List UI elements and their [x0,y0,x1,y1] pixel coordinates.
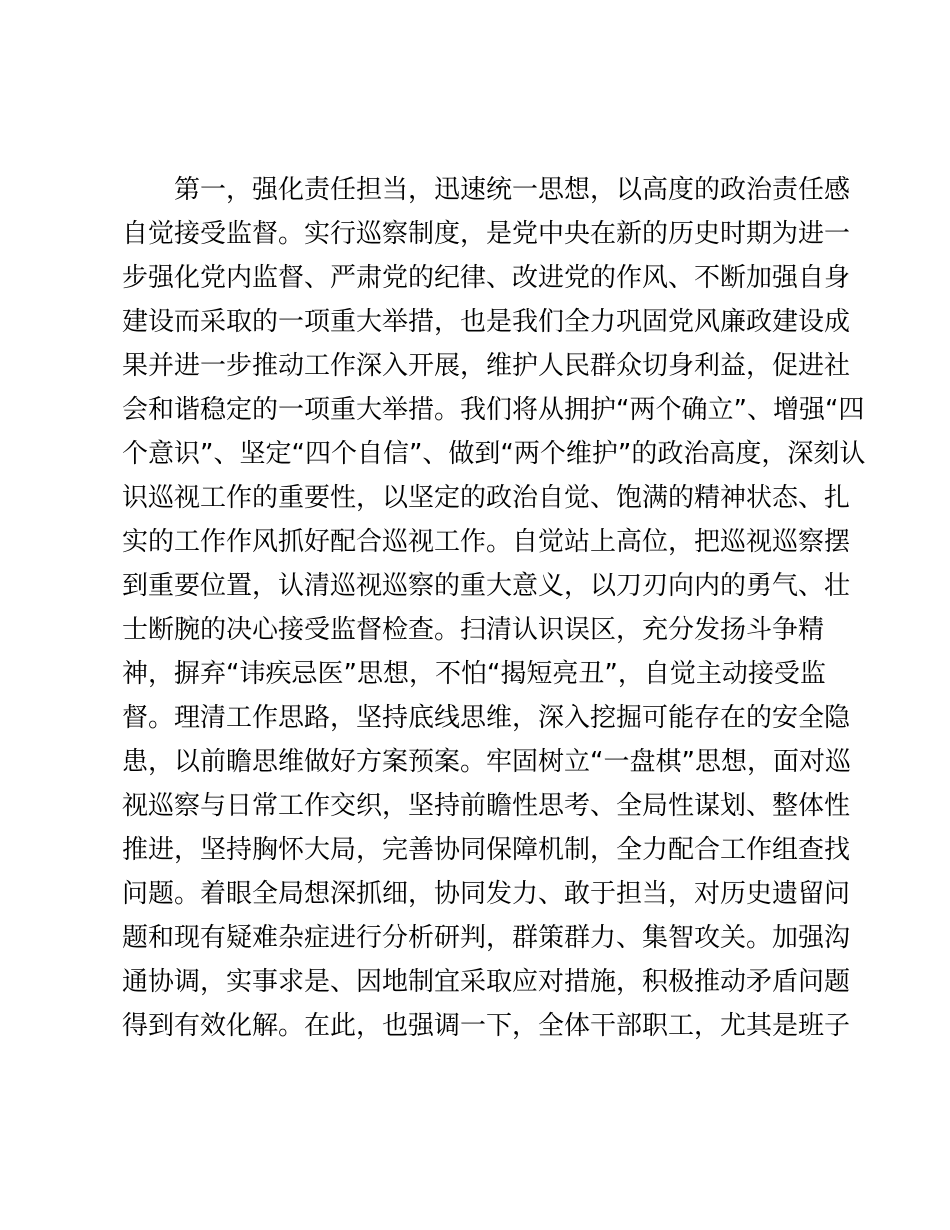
text-line: 会和谐稳定的一项重大举措。我们将从拥护“两个确立”、增强“四 [122,395,865,425]
text-line: 推进，坚持胸怀大局，完善协同保障机制，全力配合工作组查找 [122,835,851,865]
text-line: 识巡视工作的重要性，以坚定的政治自觉、饱满的精神状态、扎 [122,483,851,513]
text-line: 题和现有疑难杂症进行分析研判，群策群力、集智攻关。加强沟 [122,923,851,953]
text-line: 神，摒弃“讳疾忌医”思想，不怕“揭短亮丑”，自觉主动接受监 [122,659,826,689]
text-line: 步强化党内监督、严肃党的纪律、改进党的作风、不断加强自身 [122,263,851,293]
text-line: 得到有效化解。在此，也强调一下，全体干部职工，尤其是班子 [122,1011,851,1041]
text-line: 实的工作作风抓好配合巡视工作。自觉站上高位，把巡视巡察摆 [122,527,851,557]
text-line: 个意识”、坚定“四个自信”、做到“两个维护”的政治高度，深刻认 [122,439,866,469]
text-line: 督。理清工作思路，坚持底线思维，深入挖掘可能存在的安全隐 [122,703,851,733]
text-line: 通协调，实事求是、因地制宜采取应对措施，积极推动矛盾问题 [122,967,851,997]
text-line: 果并进一步推动工作深入开展，维护人民群众切身利益，促进社 [122,351,851,381]
text-line: 自觉接受监督。实行巡察制度，是党中央在新的历史时期为进一 [122,219,851,249]
text-line: 建设而采取的一项重大举措，也是我们全力巩固党风廉政建设成 [122,307,851,337]
text-line: 视巡察与日常工作交织，坚持前瞻性思考、全局性谋划、整体性 [122,791,851,821]
body-paragraph [122,168,866,1048]
text-line: 到重要位置，认清巡视巡察的重大意义，以刀刃向内的勇气、壮 [122,571,851,601]
text-line: 问题。着眼全局想深抓细，协同发力、敢于担当，对历史遗留问 [122,879,851,909]
text-line: 患，以前瞻思维做好方案预案。牢固树立“一盘棋”思想，面对巡 [122,747,851,777]
text-line: 第一，强化责任担当，迅速统一思想，以高度的政治责任感 [174,175,851,205]
text-line: 士断腕的决心接受监督检查。扫清认识误区，充分发扬斗争精 [122,615,825,645]
